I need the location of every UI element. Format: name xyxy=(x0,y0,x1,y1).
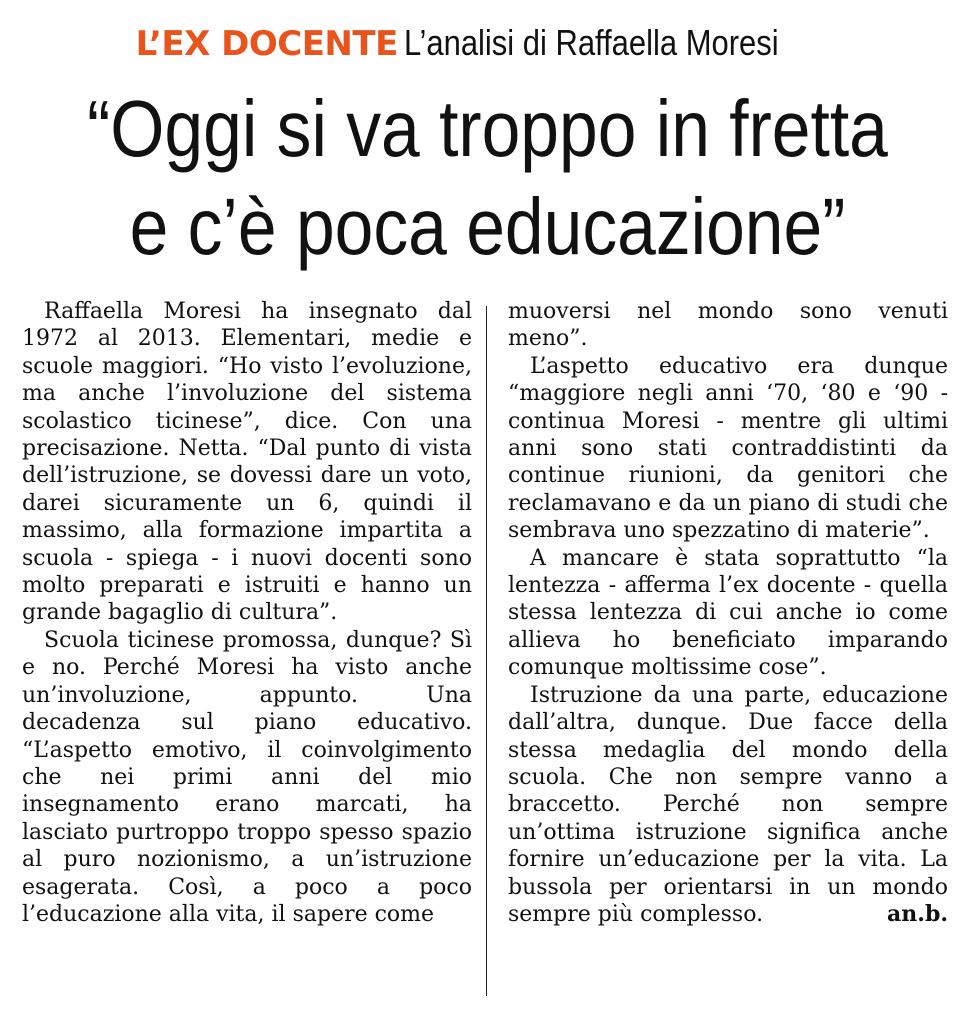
article-column-right xyxy=(508,298,948,928)
paragraph: Raffaella Moresi ha insegnato dal 1972 al 2013. Elementari, medie e scuole maggiori. “Ho visto l’evoluzione, ma anche l’involuzione del sistema scolastico ticinese”, dice. Con una precisazione. Netta. “Dal punto di vista dell’istruzione, se dovessi dare un voto, darei sicuramente un 6, quindi il massimo, alla formazione impartita a scuola - spiega - i nuovi docenti sono molto preparati e istruiti e hanno un grande bagaglio di cultura”. xyxy=(22,299,472,626)
article-column-left xyxy=(22,298,472,928)
paragraph: A mancare è stata soprattutto “la lentezza - afferma l’ex docente - quella stessa lentezza di cui anche io come allieva ho beneficiato imparando comunque moltissime cose”. xyxy=(508,545,948,681)
paragraph xyxy=(508,682,948,929)
kicker xyxy=(0,22,975,64)
headline-line-2: e c’è poca educazione” xyxy=(129,182,846,271)
paragraph-text: Istruzione da una parte, educazione dall’altra, dunque. Due facce della stessa medaglia del mondo della scuola. Che non sempre vanno a braccetto. Perché non sempre un’ottima istruzione significa anche fornire un’educazione per la vita. La bussola per orientarsi in un mondo sempre più complesso. xyxy=(508,682,948,927)
column-divider xyxy=(486,306,487,996)
paragraph: muoversi nel mondo sono venuti meno”. xyxy=(508,299,948,352)
headline-line-1: “Oggi si va troppo in fretta xyxy=(87,84,888,173)
section-label: L’EX DOCENTE xyxy=(135,24,398,64)
headline xyxy=(0,80,975,276)
paragraph: Scuola ticinese promossa, dunque? Sì e no. Perché Moresi ha visto anche un’involuzione, appunto. Una decadenza sul piano educativo. “L’aspetto emotivo, il coinvolgimento che nei primi anni del mio insegnamento erano marcati, ha lasciato purtroppo troppo spesso spazio al puro nozionismo, a un’istruzione esagerata. Così, a poco a poco l’educazione alla vita, il sapere come xyxy=(22,627,472,927)
paragraph: L’aspetto educativo era dunque “maggiore negli anni ‘70, ‘80 e ‘90 - continua Moresi - mentre gli ultimi anni sono stati contraddistinti da continue riunioni, da genitori che reclamavano e da un piano di studi che sembrava uno spezzatino di materie”. xyxy=(508,353,948,544)
byline: L’analisi di Raffaella Moresi xyxy=(403,22,779,63)
author-signature: an.b. xyxy=(887,900,948,927)
